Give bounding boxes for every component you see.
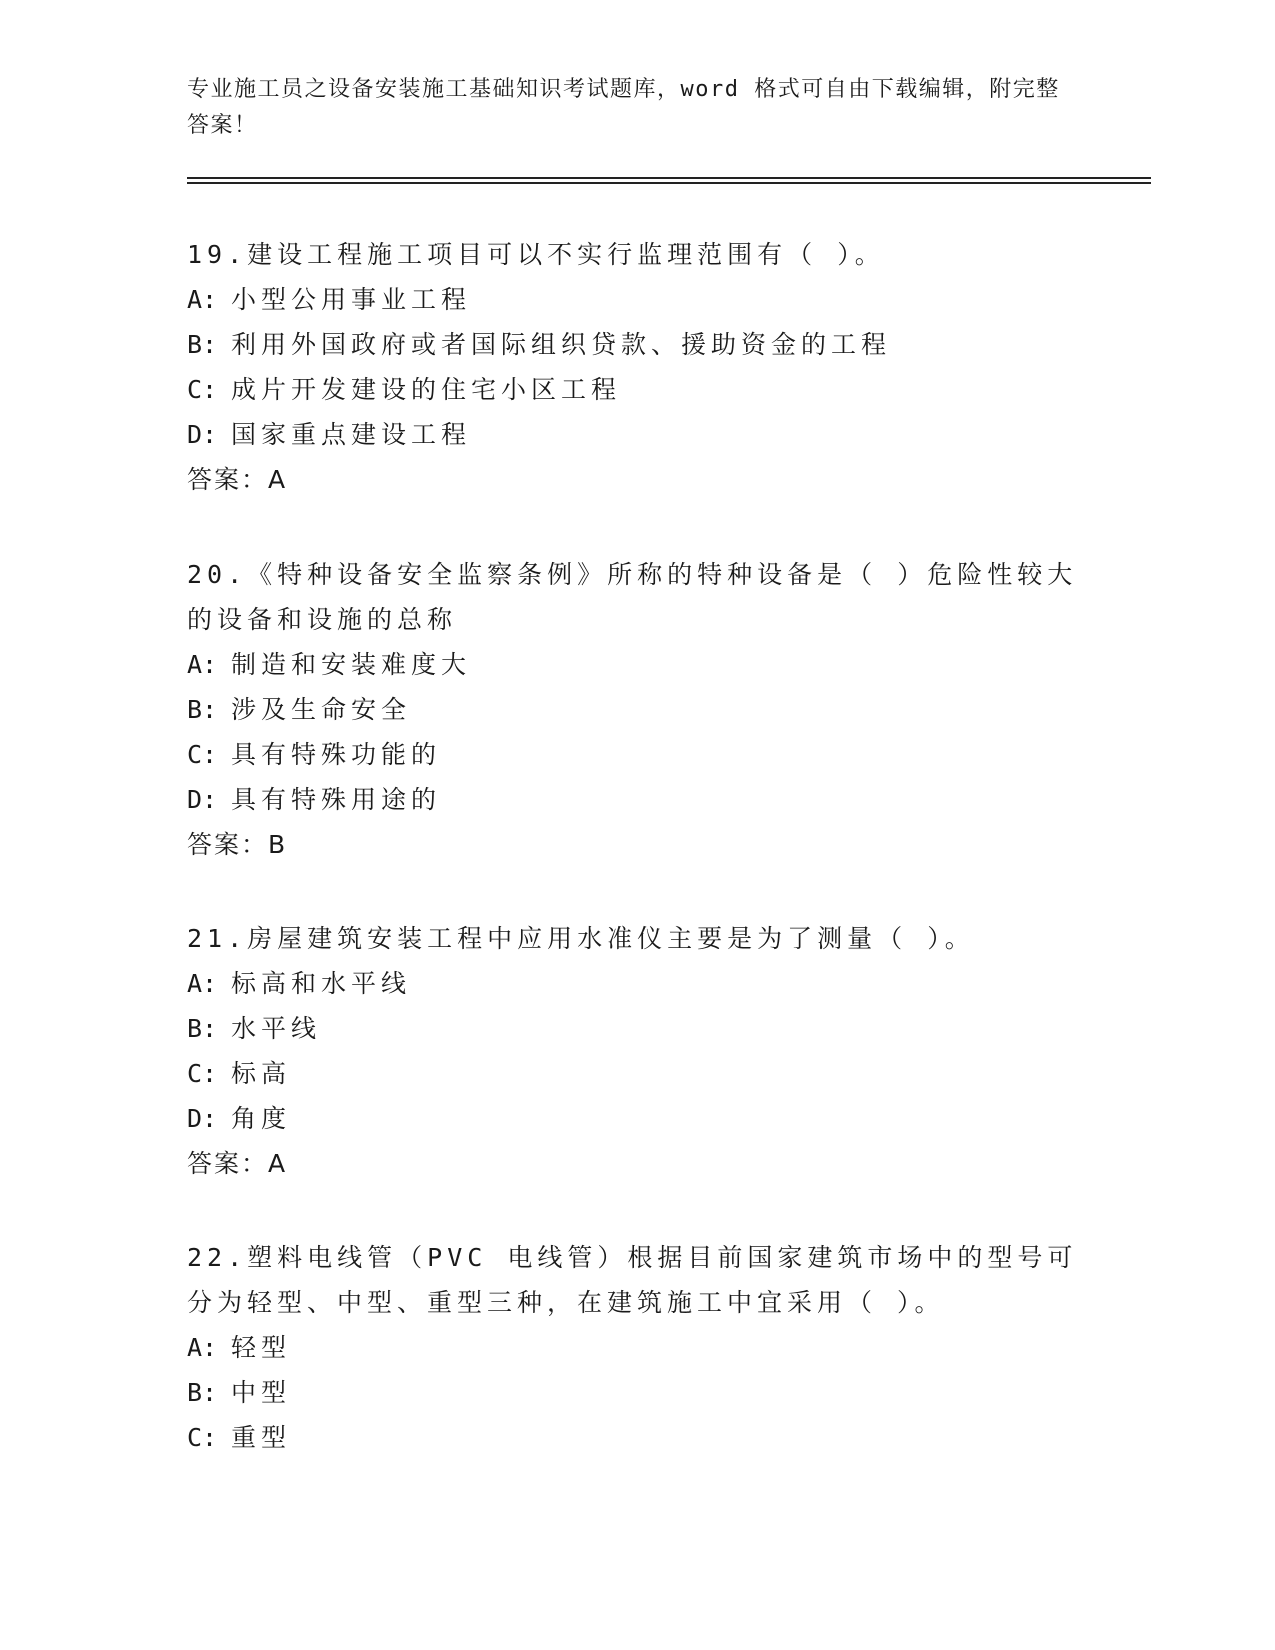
option-key: B: bbox=[187, 330, 218, 359]
option-b bbox=[187, 687, 1087, 732]
option-text: 利用外国政府或者国际组织贷款、援助资金的工程 bbox=[231, 330, 892, 359]
option-key: B: bbox=[187, 1014, 218, 1043]
option-key: D: bbox=[187, 420, 218, 449]
question-21 bbox=[187, 916, 1087, 1186]
option-key: C: bbox=[187, 375, 218, 404]
option-key: B: bbox=[187, 695, 218, 724]
answer: 答案：A bbox=[187, 465, 288, 494]
option-key: C: bbox=[187, 1059, 218, 1088]
option-d bbox=[187, 1096, 1087, 1141]
option-c bbox=[187, 367, 1087, 412]
option-c bbox=[187, 1051, 1087, 1096]
option-key: A: bbox=[187, 1333, 218, 1362]
option-text: 中型 bbox=[231, 1378, 292, 1407]
option-text: 角度 bbox=[231, 1104, 292, 1133]
option-key: C: bbox=[187, 740, 218, 769]
question-text: 19.建设工程施工项目可以不实行监理范围有（ ）。 bbox=[187, 240, 885, 269]
option-text: 重型 bbox=[231, 1423, 292, 1452]
option-key: D: bbox=[187, 1104, 218, 1133]
answer: 答案：A bbox=[187, 1149, 288, 1178]
option-key: B: bbox=[187, 1378, 218, 1407]
option-text: 制造和安装难度大 bbox=[231, 650, 472, 679]
option-a bbox=[187, 642, 1087, 687]
option-text: 小型公用事业工程 bbox=[231, 285, 472, 314]
option-b bbox=[187, 1370, 1087, 1415]
option-text: 具有特殊功能的 bbox=[231, 740, 442, 769]
header-divider-bottom bbox=[187, 182, 1151, 184]
option-c bbox=[187, 732, 1087, 777]
option-a bbox=[187, 961, 1087, 1006]
question-text: 22.塑料电线管（PVC 电线管）根据目前国家建筑市场中的型号可分为轻型、中型、重型三种，在建筑施工中宜采用（ ）。 bbox=[187, 1243, 1078, 1317]
option-key: D: bbox=[187, 785, 218, 814]
question-22 bbox=[187, 1235, 1087, 1460]
option-c bbox=[187, 1415, 1087, 1460]
option-a bbox=[187, 277, 1087, 322]
option-a bbox=[187, 1325, 1087, 1370]
option-key: A: bbox=[187, 650, 218, 679]
option-text: 标高和水平线 bbox=[231, 969, 412, 998]
option-text: 轻型 bbox=[231, 1333, 292, 1362]
question-20 bbox=[187, 552, 1087, 867]
option-text: 成片开发建设的住宅小区工程 bbox=[231, 375, 622, 404]
option-key: A: bbox=[187, 969, 218, 998]
question-text: 21.房屋建筑安装工程中应用水准仪主要是为了测量（ ）。 bbox=[187, 924, 975, 953]
option-text: 涉及生命安全 bbox=[231, 695, 412, 724]
option-text: 水平线 bbox=[231, 1014, 322, 1043]
option-d bbox=[187, 412, 1087, 457]
option-b bbox=[187, 1006, 1087, 1051]
option-b bbox=[187, 322, 1087, 367]
document-header: 专业施工员之设备安装施工基础知识考试题库，word 格式可自由下载编辑，附完整答案！ bbox=[187, 77, 1060, 138]
answer: 答案：B bbox=[187, 830, 288, 859]
option-text: 具有特殊用途的 bbox=[231, 785, 442, 814]
question-text: 20.《特种设备安全监察条例》所称的特种设备是（ ）危险性较大的设备和设施的总称 bbox=[187, 560, 1078, 634]
option-key: C: bbox=[187, 1423, 218, 1452]
header-divider-top bbox=[187, 177, 1151, 179]
option-key: A: bbox=[187, 285, 218, 314]
option-d bbox=[187, 777, 1087, 822]
option-text: 标高 bbox=[231, 1059, 292, 1088]
option-text: 国家重点建设工程 bbox=[231, 420, 472, 449]
question-19 bbox=[187, 232, 1087, 502]
